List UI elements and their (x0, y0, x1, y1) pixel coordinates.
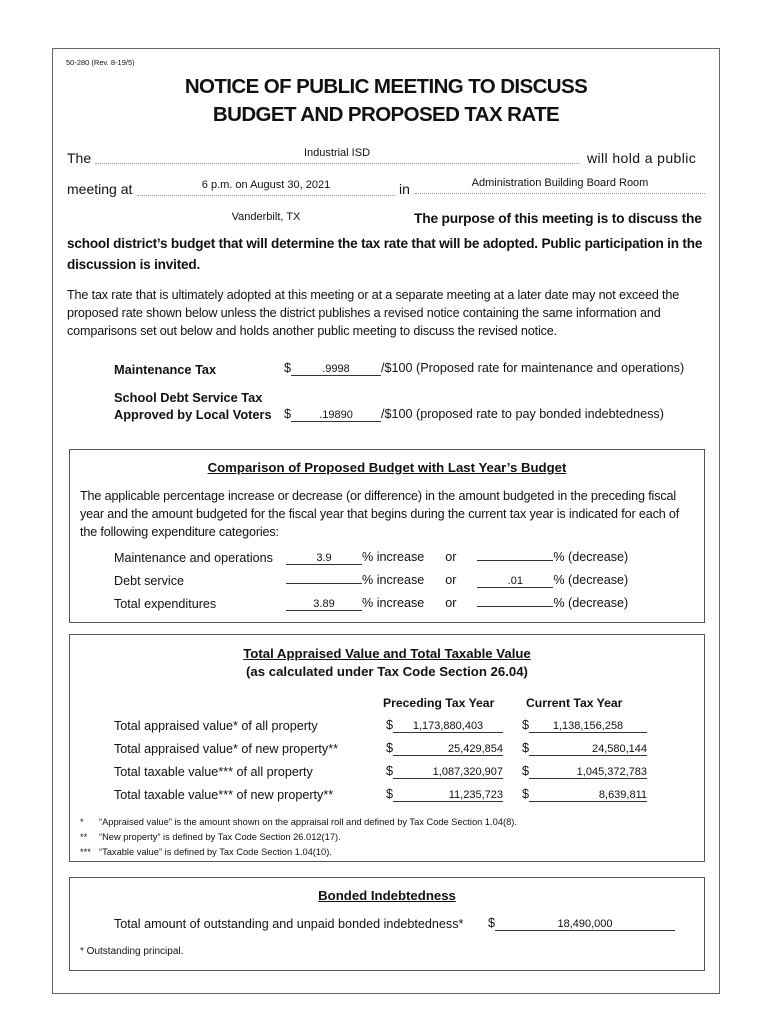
current-value-field[interactable]: 24,580,144 (529, 743, 647, 756)
meeting-at-label: meeting at (67, 181, 133, 197)
bonded-value-row (488, 916, 675, 931)
notice-form (52, 48, 720, 994)
mo-decrease-field[interactable] (477, 560, 553, 561)
debt-increase-field[interactable] (286, 583, 362, 584)
debt-tax-row (284, 407, 664, 422)
appraised-row-preceding (386, 787, 503, 802)
comparison-row-label: Debt service (114, 574, 184, 588)
debt-rate-suffix: /$100 (proposed rate to pay bonded indebtedness) (381, 407, 664, 421)
appraised-row-current (522, 764, 647, 779)
meeting-time-field[interactable]: 6 p.m. on August 30, 2021 (137, 179, 395, 196)
increase-suffix: % increase (362, 596, 425, 610)
comparison-row-values (286, 596, 628, 611)
comparison-description: The applicable percentage increase or decrease (or difference) in the amount budgeted in the preceding fiscal year and the amount budgeted for the fiscal year that begins during the current tax year is indicated for each of the following expenditure categories: (80, 489, 680, 539)
preceding-value-field[interactable]: 1,087,320,907 (393, 766, 503, 779)
total-decrease-field[interactable] (477, 606, 553, 607)
maintenance-rate-field[interactable]: .9998 (291, 363, 381, 376)
appraised-value-box (69, 634, 705, 862)
appraised-row-preceding (386, 741, 503, 756)
maintenance-tax-label: Maintenance Tax (114, 362, 217, 377)
appraised-row-label: Total taxable value*** of all property (114, 765, 313, 779)
preceding-year-header: Preceding Tax Year (383, 696, 495, 710)
bonded-indebtedness-box (69, 877, 705, 971)
dollar-sign: $ (386, 787, 394, 801)
appraised-row-current (522, 787, 647, 802)
or-label: or (445, 550, 457, 564)
mo-increase-field[interactable]: 3.9 (286, 552, 362, 565)
preceding-value-field[interactable]: 25,429,854 (393, 743, 503, 756)
appraised-row-label: Total appraised value* of new property** (114, 742, 339, 756)
dollar-sign: $ (284, 407, 292, 421)
footnote-text: “Taxable value” is defined by Tax Code Section 1.04(10). (99, 847, 332, 857)
dollar-sign: $ (488, 916, 496, 930)
increase-suffix: % increase (362, 573, 425, 587)
dollar-sign: $ (522, 787, 530, 801)
appraised-row-preceding (386, 718, 503, 733)
comparison-row-values (286, 573, 628, 588)
current-value-field[interactable]: 1,138,156,258 (529, 720, 647, 733)
debt-tax-label-line1: School Debt Service Tax (114, 390, 263, 405)
the-label: The (67, 150, 92, 166)
in-label: in (399, 181, 410, 197)
appraised-row-label: Total appraised value* of all property (114, 719, 318, 733)
appraised-row-current (522, 718, 647, 733)
comparison-row-label: Maintenance and operations (114, 551, 273, 565)
city-field[interactable]: Vanderbilt, TX (231, 211, 301, 223)
dollar-sign: $ (386, 741, 394, 755)
debt-rate-field[interactable]: .19890 (291, 409, 381, 422)
current-value-field[interactable]: 1,045,372,783 (529, 766, 647, 779)
decrease-suffix: % (decrease) (553, 573, 629, 587)
comparison-box (69, 449, 705, 623)
title-line-2: BUDGET AND PROPOSED TAX RATE (212, 103, 560, 126)
dollar-sign: $ (284, 361, 292, 375)
comparison-title: Comparison of Proposed Budget with Last Year’s Budget (207, 460, 567, 475)
purpose-text-part1: The purpose of this meeting is to discuss the (414, 211, 702, 226)
bonded-label: Total amount of outstanding and unpaid bonded indebtedness* (114, 917, 464, 931)
footnote-mark: * (80, 817, 84, 827)
decrease-suffix: % (decrease) (553, 550, 629, 564)
district-name-field[interactable]: Industrial ISD (95, 147, 579, 164)
or-label: or (445, 596, 457, 610)
increase-suffix: % increase (362, 550, 425, 564)
footnote-mark: *** (80, 847, 91, 857)
footnote-mark: ** (80, 832, 88, 842)
current-value-field[interactable]: 8,639,811 (529, 789, 647, 802)
comparison-row-label: Total expenditures (114, 597, 217, 611)
title-line-1: NOTICE OF PUBLIC MEETING TO DISCUSS (184, 75, 588, 98)
dollar-sign: $ (386, 764, 394, 778)
footnote-text: “Appraised value” is the amount shown on the appraisal roll and defined by Tax Code Section 1.04(8). (99, 817, 517, 827)
form-number: 50-280 (Rev. 8-19/5) (66, 58, 135, 67)
comparison-row-values (286, 550, 628, 565)
bonded-title: Bonded Indebtedness (318, 888, 456, 903)
preceding-value-field[interactable]: 1,173,880,403 (393, 720, 503, 733)
purpose-text-part2: school district’s budget that will determine the tax rate that will be adopted. Public participation in the discussion is invited. (67, 236, 703, 272)
dollar-sign: $ (386, 718, 394, 732)
will-hold-label: will hold a public (587, 150, 697, 166)
or-label: or (445, 573, 457, 587)
maintenance-tax-row (284, 361, 684, 376)
appraised-row-preceding (386, 764, 503, 779)
preceding-value-field[interactable]: 11,235,723 (393, 789, 503, 802)
notice-paragraph: The tax rate that is ultimately adopted at this meeting or at a separate meeting at a later date may not exceed the proposed rate shown below unless the district publishes a revised notice containing the same information and comparisons set out below and holds another public meeting to discuss the revised notice. (67, 288, 680, 338)
dollar-sign: $ (522, 764, 530, 778)
appraised-row-current (522, 741, 647, 756)
dollar-sign: $ (522, 741, 530, 755)
bonded-value-field[interactable]: 18,490,000 (495, 918, 675, 931)
location-field[interactable]: Administration Building Board Room (415, 177, 705, 194)
maintenance-rate-suffix: /$100 (Proposed rate for maintenance and operations) (381, 361, 685, 375)
dollar-sign: $ (522, 718, 530, 732)
total-increase-field[interactable]: 3.89 (286, 598, 362, 611)
debt-tax-label-line2: Approved by Local Voters (114, 407, 272, 422)
decrease-suffix: % (decrease) (553, 596, 629, 610)
current-year-header: Current Tax Year (526, 696, 623, 710)
debt-decrease-field[interactable]: .01 (477, 575, 553, 588)
footnote-text: “New property” is defined by Tax Code Section 26.012(17). (99, 832, 341, 842)
appraised-title-line2: (as calculated under Tax Code Section 26.04) (246, 664, 528, 679)
bonded-note: * Outstanding principal. (80, 946, 184, 957)
appraised-row-label: Total taxable value*** of new property** (114, 788, 334, 802)
appraised-title-line1: Total Appraised Value and Total Taxable Value (243, 646, 531, 661)
